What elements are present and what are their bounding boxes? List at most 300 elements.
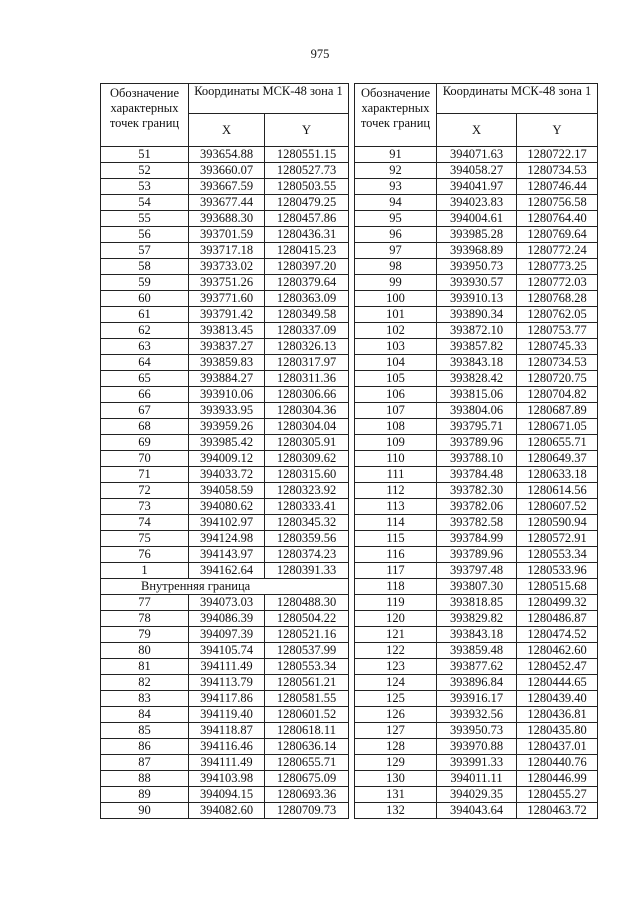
point-number-cell: 1	[101, 563, 189, 579]
point-number-cell: 112	[355, 483, 437, 499]
point-number-cell: 52	[101, 163, 189, 179]
point-number-cell: 129	[355, 755, 437, 771]
x-cell: 394105.74	[189, 643, 265, 659]
x-cell: 394073.03	[189, 595, 265, 611]
x-cell: 393959.26	[189, 419, 265, 435]
point-number-cell: 110	[355, 451, 437, 467]
x-cell: 393828.42	[437, 371, 517, 387]
table-row	[355, 755, 598, 771]
y-cell: 1280734.53	[517, 163, 598, 179]
table-row	[101, 227, 349, 243]
y-cell: 1280444.65	[517, 675, 598, 691]
y-cell: 1280359.56	[265, 531, 349, 547]
y-cell: 1280333.41	[265, 499, 349, 515]
point-number-cell: 132	[355, 803, 437, 819]
point-number-cell: 84	[101, 707, 189, 723]
table-row	[355, 739, 598, 755]
y-cell: 1280601.52	[265, 707, 349, 723]
point-number-cell: 81	[101, 659, 189, 675]
y-cell: 1280537.99	[265, 643, 349, 659]
y-cell: 1280503.55	[265, 179, 349, 195]
point-number-cell: 107	[355, 403, 437, 419]
x-cell: 393701.59	[189, 227, 265, 243]
table-row	[355, 147, 598, 163]
point-number-cell: 108	[355, 419, 437, 435]
y-cell: 1280671.05	[517, 419, 598, 435]
table-row	[101, 515, 349, 531]
coordinates-table-right	[354, 83, 598, 819]
table-row	[101, 387, 349, 403]
x-cell: 393751.26	[189, 275, 265, 291]
point-number-cell: 69	[101, 435, 189, 451]
y-cell: 1280764.40	[517, 211, 598, 227]
point-number-cell: 80	[101, 643, 189, 659]
y-cell: 1280457.86	[265, 211, 349, 227]
x-cell: 394086.39	[189, 611, 265, 627]
x-cell: 393789.96	[437, 547, 517, 563]
point-number-cell: 89	[101, 787, 189, 803]
table-row	[355, 531, 598, 547]
y-cell: 1280455.27	[517, 787, 598, 803]
table-row	[355, 691, 598, 707]
point-number-cell: 93	[355, 179, 437, 195]
y-cell: 1280304.04	[265, 419, 349, 435]
x-cell: 394111.49	[189, 659, 265, 675]
y-cell: 1280488.30	[265, 595, 349, 611]
y-cell: 1280561.21	[265, 675, 349, 691]
table-row	[101, 211, 349, 227]
point-number-cell: 59	[101, 275, 189, 291]
table-row	[355, 675, 598, 691]
y-cell: 1280439.40	[517, 691, 598, 707]
y-cell: 1280527.73	[265, 163, 349, 179]
table-row	[101, 691, 349, 707]
y-cell: 1280323.92	[265, 483, 349, 499]
x-cell: 394043.64	[437, 803, 517, 819]
x-cell: 394011.11	[437, 771, 517, 787]
coordinates-tables	[100, 83, 597, 824]
designation-header: Обозначение характерных точек границ	[101, 84, 189, 147]
table-row	[101, 339, 349, 355]
point-number-cell: 111	[355, 467, 437, 483]
table-row	[101, 771, 349, 787]
y-cell: 1280553.34	[265, 659, 349, 675]
coordinates-header: Координаты МСК-48 зона 1	[437, 84, 598, 114]
point-number-cell: 66	[101, 387, 189, 403]
x-cell: 393837.27	[189, 339, 265, 355]
y-cell: 1280753.77	[517, 323, 598, 339]
point-number-cell: 99	[355, 275, 437, 291]
y-cell: 1280687.89	[517, 403, 598, 419]
point-number-cell: 97	[355, 243, 437, 259]
point-number-cell: 105	[355, 371, 437, 387]
table-row	[355, 275, 598, 291]
table-row	[101, 595, 349, 611]
x-cell: 393859.83	[189, 355, 265, 371]
point-number-cell: 76	[101, 547, 189, 563]
x-cell: 394103.98	[189, 771, 265, 787]
table-row	[355, 499, 598, 515]
point-number-cell: 77	[101, 595, 189, 611]
point-number-cell: 58	[101, 259, 189, 275]
table-row	[355, 627, 598, 643]
y-cell: 1280745.33	[517, 339, 598, 355]
table-row	[101, 179, 349, 195]
point-number-cell: 91	[355, 147, 437, 163]
x-cell: 393991.33	[437, 755, 517, 771]
x-cell: 394118.87	[189, 723, 265, 739]
x-cell: 393970.88	[437, 739, 517, 755]
y-cell: 1280374.23	[265, 547, 349, 563]
table-row	[101, 659, 349, 675]
y-cell: 1280499.32	[517, 595, 598, 611]
y-cell: 1280655.71	[517, 435, 598, 451]
x-cell: 393813.45	[189, 323, 265, 339]
x-cell: 393782.30	[437, 483, 517, 499]
point-number-cell: 92	[355, 163, 437, 179]
point-number-cell: 67	[101, 403, 189, 419]
x-cell: 393784.48	[437, 467, 517, 483]
point-number-cell: 98	[355, 259, 437, 275]
x-cell: 394124.98	[189, 531, 265, 547]
y-cell: 1280607.52	[517, 499, 598, 515]
point-number-cell: 86	[101, 739, 189, 755]
table-row	[355, 803, 598, 819]
table-row	[101, 291, 349, 307]
y-cell: 1280504.22	[265, 611, 349, 627]
point-number-cell: 125	[355, 691, 437, 707]
table-row	[355, 291, 598, 307]
table-row	[101, 563, 349, 579]
point-number-cell: 68	[101, 419, 189, 435]
table-row	[101, 723, 349, 739]
x-cell: 393804.06	[437, 403, 517, 419]
y-cell: 1280446.99	[517, 771, 598, 787]
y-cell: 1280437.01	[517, 739, 598, 755]
point-number-cell: 119	[355, 595, 437, 611]
point-number-cell: 102	[355, 323, 437, 339]
x-cell: 393950.73	[437, 259, 517, 275]
table-row	[355, 787, 598, 803]
point-number-cell: 94	[355, 195, 437, 211]
point-number-cell: 120	[355, 611, 437, 627]
y-cell: 1280614.56	[517, 483, 598, 499]
point-number-cell: 74	[101, 515, 189, 531]
table-row	[101, 611, 349, 627]
point-number-cell: 64	[101, 355, 189, 371]
x-cell: 393782.58	[437, 515, 517, 531]
y-cell: 1280305.91	[265, 435, 349, 451]
point-number-cell: 78	[101, 611, 189, 627]
point-number-cell: 87	[101, 755, 189, 771]
table-row	[355, 611, 598, 627]
x-cell: 393910.06	[189, 387, 265, 403]
point-number-cell: 56	[101, 227, 189, 243]
y-cell: 1280649.37	[517, 451, 598, 467]
table-row	[355, 483, 598, 499]
point-number-cell: 109	[355, 435, 437, 451]
table-row	[355, 387, 598, 403]
x-cell: 394162.64	[189, 563, 265, 579]
point-number-cell: 130	[355, 771, 437, 787]
y-cell: 1280479.25	[265, 195, 349, 211]
point-number-cell: 114	[355, 515, 437, 531]
point-number-cell: 127	[355, 723, 437, 739]
point-number-cell: 70	[101, 451, 189, 467]
x-cell: 393818.85	[437, 595, 517, 611]
x-cell: 394113.79	[189, 675, 265, 691]
x-cell: 394082.60	[189, 803, 265, 819]
point-number-cell: 53	[101, 179, 189, 195]
point-number-cell: 128	[355, 739, 437, 755]
left-table-body	[101, 147, 349, 819]
y-cell: 1280474.52	[517, 627, 598, 643]
point-number-cell: 61	[101, 307, 189, 323]
y-cell: 1280756.58	[517, 195, 598, 211]
point-number-cell: 75	[101, 531, 189, 547]
table-row	[101, 243, 349, 259]
point-number-cell: 126	[355, 707, 437, 723]
x-cell: 393677.44	[189, 195, 265, 211]
y-cell: 1280436.81	[517, 707, 598, 723]
x-cell: 393985.42	[189, 435, 265, 451]
y-cell: 1280463.72	[517, 803, 598, 819]
table-row	[101, 643, 349, 659]
x-cell: 394004.61	[437, 211, 517, 227]
x-cell: 393843.18	[437, 627, 517, 643]
point-number-cell: 96	[355, 227, 437, 243]
table-row	[101, 403, 349, 419]
table-row	[101, 323, 349, 339]
table-row	[355, 195, 598, 211]
y-cell: 1280345.32	[265, 515, 349, 531]
y-cell: 1280317.97	[265, 355, 349, 371]
table-row	[101, 499, 349, 515]
x-cell: 394117.86	[189, 691, 265, 707]
x-cell: 393877.62	[437, 659, 517, 675]
point-number-cell: 118	[355, 579, 437, 595]
table-row	[101, 195, 349, 211]
x-cell: 393857.82	[437, 339, 517, 355]
y-cell: 1280746.44	[517, 179, 598, 195]
x-cell: 393916.17	[437, 691, 517, 707]
table-row	[101, 371, 349, 387]
y-cell: 1280452.47	[517, 659, 598, 675]
inner-boundary-row	[101, 579, 349, 595]
point-number-cell: 83	[101, 691, 189, 707]
point-number-cell: 88	[101, 771, 189, 787]
y-header: Y	[517, 114, 598, 147]
point-number-cell: 73	[101, 499, 189, 515]
y-cell: 1280515.68	[517, 579, 598, 595]
y-cell: 1280379.64	[265, 275, 349, 291]
table-row	[101, 531, 349, 547]
x-cell: 394111.49	[189, 755, 265, 771]
table-row	[355, 355, 598, 371]
y-cell: 1280768.28	[517, 291, 598, 307]
point-number-cell: 63	[101, 339, 189, 355]
y-cell: 1280521.16	[265, 627, 349, 643]
y-cell: 1280675.09	[265, 771, 349, 787]
table-row	[101, 803, 349, 819]
y-cell: 1280533.96	[517, 563, 598, 579]
designation-header: Обозначение характерных точек границ	[355, 84, 437, 147]
x-cell: 393660.07	[189, 163, 265, 179]
point-number-cell: 57	[101, 243, 189, 259]
y-cell: 1280391.33	[265, 563, 349, 579]
point-number-cell: 62	[101, 323, 189, 339]
table-row	[355, 579, 598, 595]
point-number-cell: 121	[355, 627, 437, 643]
point-number-cell: 115	[355, 531, 437, 547]
y-cell: 1280722.17	[517, 147, 598, 163]
table-row	[355, 259, 598, 275]
point-number-cell: 85	[101, 723, 189, 739]
table-row	[355, 451, 598, 467]
table-row	[101, 355, 349, 371]
x-cell: 393910.13	[437, 291, 517, 307]
x-cell: 393807.30	[437, 579, 517, 595]
y-cell: 1280633.18	[517, 467, 598, 483]
x-cell: 393788.10	[437, 451, 517, 467]
table-row	[355, 595, 598, 611]
x-cell: 393985.28	[437, 227, 517, 243]
table-row	[101, 707, 349, 723]
x-cell: 393890.34	[437, 307, 517, 323]
table-row	[355, 163, 598, 179]
table-row	[101, 435, 349, 451]
y-cell: 1280553.34	[517, 547, 598, 563]
x-cell: 393771.60	[189, 291, 265, 307]
y-cell: 1280704.82	[517, 387, 598, 403]
point-number-cell: 55	[101, 211, 189, 227]
x-cell: 393932.56	[437, 707, 517, 723]
x-cell: 393795.71	[437, 419, 517, 435]
point-number-cell: 123	[355, 659, 437, 675]
y-cell: 1280304.36	[265, 403, 349, 419]
y-cell: 1280337.09	[265, 323, 349, 339]
table-row	[355, 467, 598, 483]
x-cell: 393933.95	[189, 403, 265, 419]
point-number-cell: 95	[355, 211, 437, 227]
x-cell: 393815.06	[437, 387, 517, 403]
x-cell: 393782.06	[437, 499, 517, 515]
point-number-cell: 106	[355, 387, 437, 403]
point-number-cell: 100	[355, 291, 437, 307]
x-cell: 394143.97	[189, 547, 265, 563]
y-cell: 1280734.53	[517, 355, 598, 371]
y-cell: 1280435.80	[517, 723, 598, 739]
x-cell: 393884.27	[189, 371, 265, 387]
point-number-cell: 90	[101, 803, 189, 819]
y-cell: 1280440.76	[517, 755, 598, 771]
coordinates-header: Координаты МСК-48 зона 1	[189, 84, 349, 114]
x-header: X	[437, 114, 517, 147]
table-row	[355, 547, 598, 563]
table-row	[355, 723, 598, 739]
table-row	[355, 707, 598, 723]
y-cell: 1280762.05	[517, 307, 598, 323]
table-row	[101, 483, 349, 499]
x-cell: 393950.73	[437, 723, 517, 739]
x-cell: 393733.02	[189, 259, 265, 275]
point-number-cell: 117	[355, 563, 437, 579]
x-cell: 393829.82	[437, 611, 517, 627]
x-cell: 394102.97	[189, 515, 265, 531]
table-row	[355, 659, 598, 675]
x-cell: 394058.27	[437, 163, 517, 179]
y-cell: 1280655.71	[265, 755, 349, 771]
table-row	[355, 515, 598, 531]
table-row	[355, 211, 598, 227]
right-table-body	[355, 147, 598, 819]
x-cell: 393930.57	[437, 275, 517, 291]
y-cell: 1280309.62	[265, 451, 349, 467]
y-cell: 1280618.11	[265, 723, 349, 739]
point-number-cell: 101	[355, 307, 437, 323]
x-cell: 394023.83	[437, 195, 517, 211]
y-cell: 1280415.23	[265, 243, 349, 259]
table-row	[355, 435, 598, 451]
table-row	[101, 259, 349, 275]
y-cell: 1280551.15	[265, 147, 349, 163]
point-number-cell: 71	[101, 467, 189, 483]
x-cell: 393797.48	[437, 563, 517, 579]
x-cell: 393789.96	[437, 435, 517, 451]
table-row	[355, 419, 598, 435]
table-row	[101, 547, 349, 563]
table-row	[355, 771, 598, 787]
table-row	[355, 403, 598, 419]
table-row	[101, 419, 349, 435]
table-row	[101, 467, 349, 483]
x-cell: 394097.39	[189, 627, 265, 643]
x-cell: 393843.18	[437, 355, 517, 371]
point-number-cell: 82	[101, 675, 189, 691]
point-number-cell: 60	[101, 291, 189, 307]
coordinates-table-left	[100, 83, 349, 819]
page-number: 975	[310, 47, 330, 61]
y-cell: 1280436.31	[265, 227, 349, 243]
table-row	[101, 675, 349, 691]
y-cell: 1280572.91	[517, 531, 598, 547]
point-number-cell: 65	[101, 371, 189, 387]
y-cell: 1280311.36	[265, 371, 349, 387]
y-cell: 1280720.75	[517, 371, 598, 387]
x-cell: 394119.40	[189, 707, 265, 723]
table-row	[355, 307, 598, 323]
y-header: Y	[265, 114, 349, 147]
x-cell: 393688.30	[189, 211, 265, 227]
y-cell: 1280363.09	[265, 291, 349, 307]
x-cell: 394041.97	[437, 179, 517, 195]
point-number-cell: 72	[101, 483, 189, 499]
y-cell: 1280326.13	[265, 339, 349, 355]
point-number-cell: 124	[355, 675, 437, 691]
y-cell: 1280709.73	[265, 803, 349, 819]
x-cell: 393791.42	[189, 307, 265, 323]
x-header: X	[189, 114, 265, 147]
table-row	[101, 275, 349, 291]
x-cell: 394116.46	[189, 739, 265, 755]
table-row	[101, 787, 349, 803]
point-number-cell: 51	[101, 147, 189, 163]
table-row	[355, 179, 598, 195]
table-row	[355, 643, 598, 659]
table-row	[355, 323, 598, 339]
y-cell: 1280772.03	[517, 275, 598, 291]
x-cell: 394071.63	[437, 147, 517, 163]
